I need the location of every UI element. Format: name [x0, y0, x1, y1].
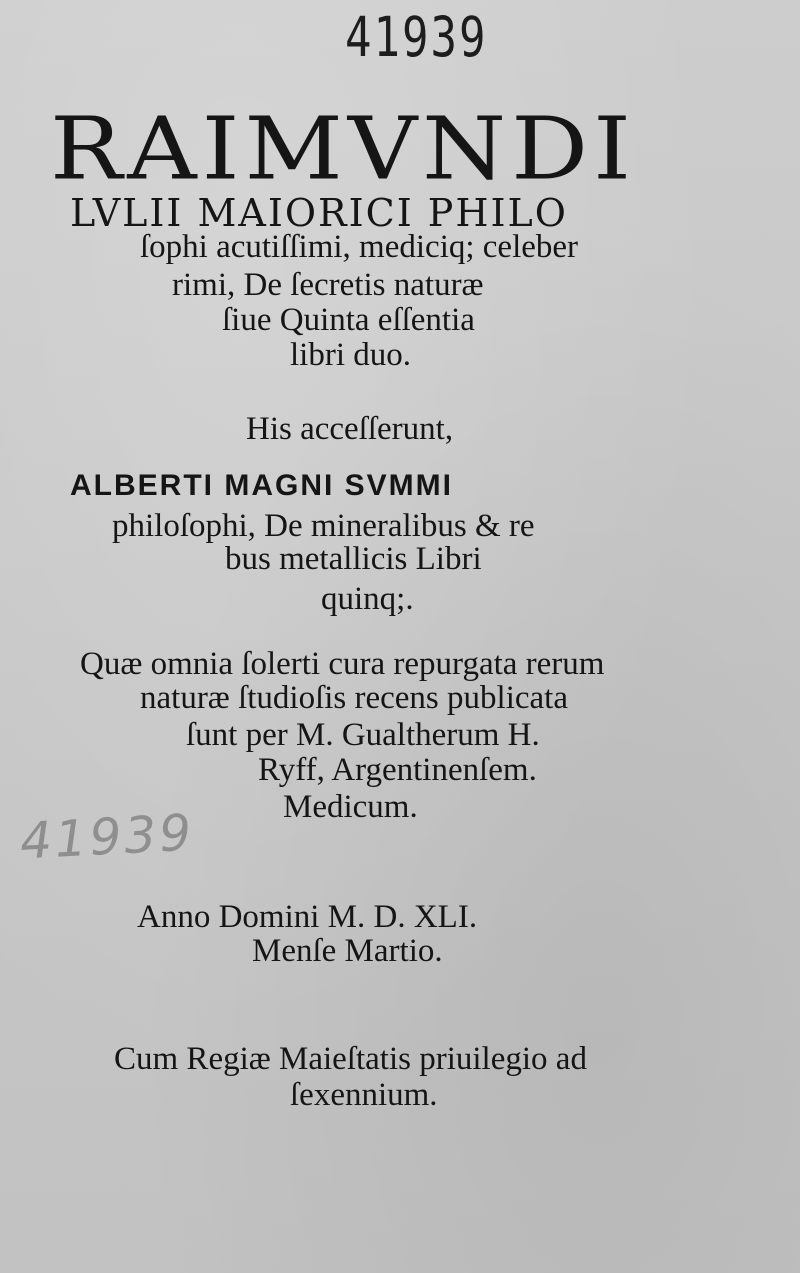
text-line-alberti-4: quinq;. — [321, 581, 414, 617]
text-line-quae-3: ſunt per M. Gualtherum H. — [186, 717, 540, 753]
text-line-body-3: ſiue Quinta eſſentia — [222, 302, 475, 338]
handwritten-number: 41939 — [18, 803, 196, 871]
text-line-quae-5: Medicum. — [283, 789, 418, 825]
text-line-alberti-3: bus metallicis Libri — [225, 541, 482, 577]
text-line-body-1: ſophi acutiſſimi, mediciq; celeber — [140, 229, 579, 265]
text-line-alberti: ALBERTI MAGNI SVMMI — [70, 469, 453, 502]
text-line-body-2: rimi, De ſecretis naturæ — [172, 267, 484, 303]
text-line-body-4: libri duo. — [290, 337, 411, 373]
text-line-anno-domini: Anno Domini M. D. XLI. — [137, 899, 478, 935]
text-line-his-accesserunt: His acceſſerunt, — [246, 411, 454, 447]
text-line-mense-martio: Menſe Martio. — [252, 933, 443, 969]
text-line-quae-4: Ryff, Argentinenſem. — [258, 752, 537, 788]
text-line-privilege: Cum Regiæ Maieſtatis priuilegio ad — [114, 1041, 587, 1077]
text-line-sexennium: ſexennium. — [290, 1077, 438, 1113]
library-stamp-number: 41939 — [345, 6, 488, 70]
page-title: RAIMVNDI — [50, 98, 637, 200]
author-line: LVLII MAIORICI PHILO — [70, 191, 568, 235]
text-line-quae-2: naturæ ſtudioſis recens publicata — [140, 680, 568, 716]
text-line-alberti-2: philoſophi, De mineralibus & re — [112, 508, 535, 544]
text-line-quae-1: Quæ omnia ſolerti cura repurgata rerum — [80, 646, 605, 682]
